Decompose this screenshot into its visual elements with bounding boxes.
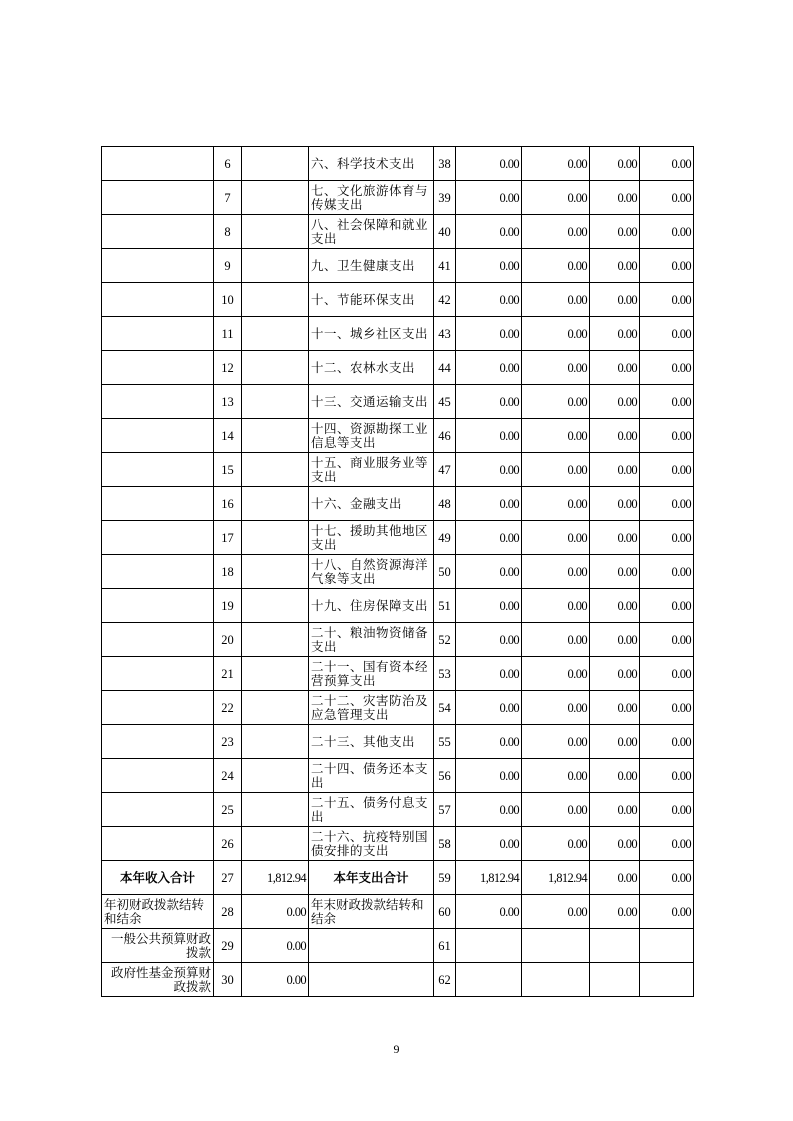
income-item-cell	[102, 351, 214, 385]
income-item-cell	[102, 725, 214, 759]
income-amount	[242, 521, 309, 555]
expense-item-name: 十九、住房保障支出	[309, 589, 434, 623]
income-total-amount: 1,812.94	[242, 861, 309, 895]
income-item-cell	[102, 691, 214, 725]
empty-cell	[456, 963, 522, 997]
income-amount	[242, 419, 309, 453]
expense-general-budget: 0.00	[522, 385, 590, 419]
expense-item-name: 九、卫生健康支出	[309, 249, 434, 283]
expense-line-number: 41	[434, 249, 456, 283]
income-line-number: 17	[214, 521, 242, 555]
expense-total: 0.00	[456, 453, 522, 487]
expense-capital-budget: 0.00	[640, 555, 694, 589]
empty-cell	[522, 963, 590, 997]
expense-fund-budget: 0.00	[590, 181, 640, 215]
expense-total: 0.00	[456, 555, 522, 589]
income-item-cell	[102, 317, 214, 351]
expense-item-name: 六、科学技术支出	[309, 147, 434, 181]
expense-capital-budget: 0.00	[640, 759, 694, 793]
income-amount	[242, 487, 309, 521]
expense-fund-budget: 0.00	[590, 827, 640, 861]
income-line-number: 6	[214, 147, 242, 181]
income-item-cell	[102, 215, 214, 249]
expense-item-name: 七、文化旅游体育与传媒支出	[309, 181, 434, 215]
expense-capital-budget: 0.00	[640, 691, 694, 725]
income-amount	[242, 147, 309, 181]
expense-item-name: 二十、粮油物资储备支出	[309, 623, 434, 657]
expense-item-name: 十四、资源勘探工业信息等支出	[309, 419, 434, 453]
income-line-number: 18	[214, 555, 242, 589]
income-item-cell	[102, 487, 214, 521]
expense-fund-budget: 0.00	[590, 249, 640, 283]
expense-item-name: 二十三、其他支出	[309, 725, 434, 759]
expense-general-budget: 0.00	[522, 623, 590, 657]
expense-total: 0.00	[456, 249, 522, 283]
page-number: 9	[393, 1042, 400, 1056]
general-budget-carry-line-number: 29	[214, 929, 242, 963]
expense-line-number: 40	[434, 215, 456, 249]
expense-total: 0.00	[456, 351, 522, 385]
table-row	[102, 317, 694, 351]
expense-total: 0.00	[456, 725, 522, 759]
expense-line-number: 57	[434, 793, 456, 827]
empty-cell	[640, 929, 694, 963]
income-line-number: 26	[214, 827, 242, 861]
expense-total: 0.00	[456, 521, 522, 555]
expense-line-number: 42	[434, 283, 456, 317]
expense-total: 0.00	[456, 215, 522, 249]
expense-item-name: 十一、城乡社区支出	[309, 317, 434, 351]
expense-item-name: 十五、商业服务业等支出	[309, 453, 434, 487]
table-row	[102, 589, 694, 623]
expense-item-name: 二十一、国有资本经营预算支出	[309, 657, 434, 691]
empty-cell	[456, 929, 522, 963]
income-amount	[242, 453, 309, 487]
expense-fund-budget: 0.00	[590, 623, 640, 657]
table-row	[102, 793, 694, 827]
expense-general-budget: 0.00	[522, 691, 590, 725]
opening-carry-over-line-number: 28	[214, 895, 242, 929]
expense-capital-budget: 0.00	[640, 317, 694, 351]
expense-line-number: 44	[434, 351, 456, 385]
expense-line-number: 50	[434, 555, 456, 589]
income-item-cell	[102, 759, 214, 793]
expense-general-budget: 0.00	[522, 181, 590, 215]
expense-item-name: 二十六、抗疫特别国债安排的支出	[309, 827, 434, 861]
table-row	[102, 351, 694, 385]
income-line-number: 14	[214, 419, 242, 453]
income-amount	[242, 385, 309, 419]
expense-item-name: 二十四、债务还本支出	[309, 759, 434, 793]
income-amount	[242, 555, 309, 589]
expense-total: 0.00	[456, 283, 522, 317]
expense-general-budget: 0.00	[522, 827, 590, 861]
expense-line-number: 39	[434, 181, 456, 215]
expense-item-name: 十六、金融支出	[309, 487, 434, 521]
expense-line-number: 52	[434, 623, 456, 657]
expense-total: 0.00	[456, 385, 522, 419]
expense-line-number: 43	[434, 317, 456, 351]
expense-total: 0.00	[456, 147, 522, 181]
expense-total: 0.00	[456, 487, 522, 521]
expense-fund-budget: 0.00	[590, 317, 640, 351]
closing-carry-over-capital-budget: 0.00	[640, 895, 694, 929]
expense-capital-budget: 0.00	[640, 725, 694, 759]
expense-general-budget: 0.00	[522, 487, 590, 521]
expense-fund-budget: 0.00	[590, 215, 640, 249]
expense-line-number: 47	[434, 453, 456, 487]
income-line-number: 21	[214, 657, 242, 691]
income-amount	[242, 793, 309, 827]
expense-general-budget: 0.00	[522, 759, 590, 793]
expense-fund-budget: 0.00	[590, 487, 640, 521]
income-total-line-number: 27	[214, 861, 242, 895]
expense-general-budget: 0.00	[522, 589, 590, 623]
expense-total: 0.00	[456, 657, 522, 691]
income-amount	[242, 623, 309, 657]
expense-general-budget: 0.00	[522, 283, 590, 317]
expense-general-budget: 0.00	[522, 249, 590, 283]
expense-line-number-62: 62	[434, 963, 456, 997]
income-line-number: 25	[214, 793, 242, 827]
table-row	[102, 623, 694, 657]
expense-item-name: 十三、交通运输支出	[309, 385, 434, 419]
expense-total: 0.00	[456, 827, 522, 861]
table-row	[102, 419, 694, 453]
income-line-number: 16	[214, 487, 242, 521]
expense-total-label: 本年支出合计	[309, 861, 434, 895]
fund-budget-carry-row	[102, 963, 694, 997]
expense-general-budget: 0.00	[522, 793, 590, 827]
table-row	[102, 385, 694, 419]
income-amount	[242, 657, 309, 691]
expense-fund-budget: 0.00	[590, 147, 640, 181]
expense-fund-budget: 0.00	[590, 725, 640, 759]
income-amount	[242, 283, 309, 317]
expense-line-number: 46	[434, 419, 456, 453]
closing-carry-over-label: 年末财政拨款结转和结余	[309, 895, 434, 929]
expense-item-name: 二十五、债务付息支出	[309, 793, 434, 827]
income-item-cell	[102, 419, 214, 453]
empty-cell	[590, 929, 640, 963]
table-row	[102, 215, 694, 249]
income-item-cell	[102, 283, 214, 317]
income-line-number: 13	[214, 385, 242, 419]
expense-total: 0.00	[456, 181, 522, 215]
income-amount	[242, 725, 309, 759]
income-line-number: 10	[214, 283, 242, 317]
table-row	[102, 521, 694, 555]
empty-cell	[309, 963, 434, 997]
income-item-cell	[102, 249, 214, 283]
expense-general-budget: 0.00	[522, 351, 590, 385]
expense-capital-budget: 0.00	[640, 827, 694, 861]
expense-item-name: 十、节能环保支出	[309, 283, 434, 317]
income-item-cell	[102, 589, 214, 623]
expense-capital-budget: 0.00	[640, 623, 694, 657]
expense-general-budget: 0.00	[522, 215, 590, 249]
expense-item-name: 二十二、灾害防治及应急管理支出	[309, 691, 434, 725]
income-line-number: 11	[214, 317, 242, 351]
expense-general-budget: 0.00	[522, 725, 590, 759]
income-item-cell	[102, 521, 214, 555]
table-row	[102, 181, 694, 215]
expense-fund-budget: 0.00	[590, 453, 640, 487]
empty-cell	[590, 963, 640, 997]
expense-capital-budget: 0.00	[640, 589, 694, 623]
empty-cell	[309, 929, 434, 963]
expense-fund-budget: 0.00	[590, 521, 640, 555]
expense-fund-budget: 0.00	[590, 351, 640, 385]
income-line-number: 22	[214, 691, 242, 725]
empty-cell	[522, 929, 590, 963]
expense-fund-budget: 0.00	[590, 283, 640, 317]
expense-line-number: 54	[434, 691, 456, 725]
expense-line-number: 49	[434, 521, 456, 555]
table-row	[102, 827, 694, 861]
expense-capital-budget: 0.00	[640, 351, 694, 385]
expense-capital-budget: 0.00	[640, 249, 694, 283]
table-row	[102, 691, 694, 725]
expense-general-budget: 0.00	[522, 317, 590, 351]
expense-general-budget: 0.00	[522, 147, 590, 181]
income-line-number: 20	[214, 623, 242, 657]
expense-general-budget: 0.00	[522, 419, 590, 453]
table-row	[102, 283, 694, 317]
income-item-cell	[102, 555, 214, 589]
income-line-number: 24	[214, 759, 242, 793]
expense-fund-budget: 0.00	[590, 759, 640, 793]
expense-fund-budget: 0.00	[590, 657, 640, 691]
income-line-number: 9	[214, 249, 242, 283]
income-amount	[242, 181, 309, 215]
income-line-number: 23	[214, 725, 242, 759]
table-row	[102, 759, 694, 793]
expense-capital-budget: 0.00	[640, 385, 694, 419]
expense-line-number: 51	[434, 589, 456, 623]
closing-carry-over-total: 0.00	[456, 895, 522, 929]
expense-total: 0.00	[456, 793, 522, 827]
table-row	[102, 555, 694, 589]
opening-carry-over-label: 年初财政拨款结转和结余	[102, 895, 214, 929]
closing-carry-over-line-number: 60	[434, 895, 456, 929]
expense-capital-budget: 0.00	[640, 419, 694, 453]
fund-budget-carry-line-number: 30	[214, 963, 242, 997]
closing-carry-over-fund-budget: 0.00	[590, 895, 640, 929]
expense-general-budget: 0.00	[522, 555, 590, 589]
expense-fund-budget: 0.00	[590, 419, 640, 453]
income-amount	[242, 317, 309, 351]
income-amount	[242, 215, 309, 249]
general-budget-carry-label: 一般公共预算财政拨款	[102, 929, 214, 963]
expense-line-number: 48	[434, 487, 456, 521]
fiscal-table	[101, 146, 694, 997]
expense-general-budget: 0.00	[522, 453, 590, 487]
expense-total: 0.00	[456, 759, 522, 793]
expense-capital-budget: 0.00	[640, 521, 694, 555]
expense-item-name: 十八、自然资源海洋气象等支出	[309, 555, 434, 589]
expense-line-number: 56	[434, 759, 456, 793]
table-row	[102, 249, 694, 283]
income-line-number: 7	[214, 181, 242, 215]
expense-total: 0.00	[456, 623, 522, 657]
expense-fund-budget: 0.00	[590, 589, 640, 623]
expense-line-number-61: 61	[434, 929, 456, 963]
expense-total: 0.00	[456, 419, 522, 453]
income-line-number: 19	[214, 589, 242, 623]
income-item-cell	[102, 827, 214, 861]
expense-item-name: 十二、农林水支出	[309, 351, 434, 385]
expense-total: 0.00	[456, 589, 522, 623]
income-amount	[242, 351, 309, 385]
expense-capital-budget: 0.00	[640, 453, 694, 487]
income-item-cell	[102, 453, 214, 487]
table-row	[102, 657, 694, 691]
fund-budget-carry-label: 政府性基金预算财政拨款	[102, 963, 214, 997]
income-amount	[242, 589, 309, 623]
income-amount	[242, 691, 309, 725]
table-row	[102, 487, 694, 521]
expense-item-name: 八、社会保障和就业支出	[309, 215, 434, 249]
expense-capital-budget: 0.00	[640, 147, 694, 181]
table-row	[102, 147, 694, 181]
income-amount	[242, 759, 309, 793]
income-item-cell	[102, 623, 214, 657]
income-item-cell	[102, 385, 214, 419]
expense-capital-budget: 0.00	[640, 487, 694, 521]
expense-total-line-number: 59	[434, 861, 456, 895]
income-item-cell	[102, 657, 214, 691]
expense-fund-budget: 0.00	[590, 793, 640, 827]
expense-fund-budget: 0.00	[590, 691, 640, 725]
expense-fund-budget: 0.00	[590, 385, 640, 419]
expense-total-general-budget: 1,812.94	[522, 861, 590, 895]
carry-over-row	[102, 895, 694, 929]
total-row	[102, 861, 694, 895]
expense-line-number: 38	[434, 147, 456, 181]
expense-capital-budget: 0.00	[640, 793, 694, 827]
expense-capital-budget: 0.00	[640, 215, 694, 249]
income-amount	[242, 827, 309, 861]
expense-total-fund-budget: 0.00	[590, 861, 640, 895]
expense-line-number: 45	[434, 385, 456, 419]
expense-line-number: 55	[434, 725, 456, 759]
expense-total: 0.00	[456, 317, 522, 351]
general-budget-carry-row	[102, 929, 694, 963]
expense-capital-budget: 0.00	[640, 657, 694, 691]
expense-line-number: 58	[434, 827, 456, 861]
fund-budget-carry-amount: 0.00	[242, 963, 309, 997]
expense-general-budget: 0.00	[522, 657, 590, 691]
closing-carry-over-general-budget: 0.00	[522, 895, 590, 929]
income-line-number: 12	[214, 351, 242, 385]
income-amount	[242, 249, 309, 283]
income-item-cell	[102, 793, 214, 827]
income-item-cell	[102, 147, 214, 181]
expense-total-amount: 1,812.94	[456, 861, 522, 895]
table-row	[102, 725, 694, 759]
expense-item-name: 十七、援助其他地区支出	[309, 521, 434, 555]
expense-general-budget: 0.00	[522, 521, 590, 555]
empty-cell	[640, 963, 694, 997]
income-item-cell	[102, 181, 214, 215]
income-line-number: 8	[214, 215, 242, 249]
income-total-label: 本年收入合计	[102, 861, 214, 895]
opening-carry-over-amount: 0.00	[242, 895, 309, 929]
expense-total-capital-budget: 0.00	[640, 861, 694, 895]
table-row	[102, 453, 694, 487]
general-budget-carry-amount: 0.00	[242, 929, 309, 963]
expense-total: 0.00	[456, 691, 522, 725]
expense-line-number: 53	[434, 657, 456, 691]
expense-fund-budget: 0.00	[590, 555, 640, 589]
income-line-number: 15	[214, 453, 242, 487]
expense-capital-budget: 0.00	[640, 283, 694, 317]
expense-capital-budget: 0.00	[640, 181, 694, 215]
